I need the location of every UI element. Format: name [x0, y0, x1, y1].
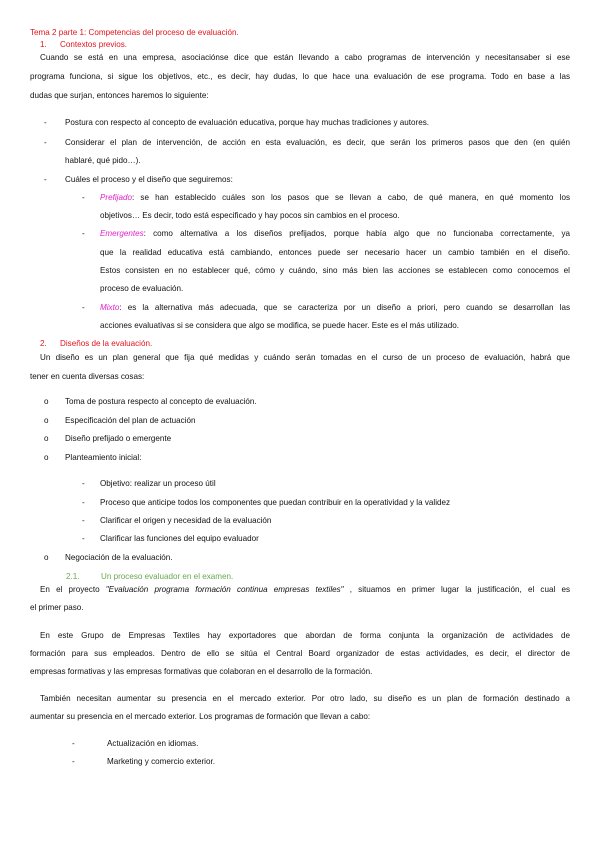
list-item: Postura con respecto al concepto de evaluación educativa, porque hay muchas tradiciones y autores.: [65, 118, 429, 127]
list-item: Clarificar el origen y necesidad de la evaluación: [100, 516, 272, 525]
section-2-intro-line: tener en cuenta diversas cosas:: [30, 372, 145, 381]
section-2-heading: Diseños de la evaluación.: [60, 339, 153, 348]
bullet-circle: o: [44, 434, 49, 443]
design-type-continuation: Estos consisten en no establecer qué, cómo y cuándo, sino más bien las acciones se establecen como conocemos el: [100, 266, 570, 275]
paragraph-line: aumentar su presencia en el mercado exterior. Los programas de formación que llevan a cabo:: [30, 712, 371, 721]
list-item: Planteamiento inicial:: [65, 453, 142, 462]
design-type-continuation: que la realidad educativa está cambiando, entonces puede ser necesario hacer un cambio también en el diseño.: [100, 248, 570, 257]
design-term: Emergentes: [100, 229, 144, 238]
design-term: Mixto: [100, 303, 120, 312]
bullet-circle: o: [44, 397, 49, 406]
document-title: Tema 2 parte 1: Competencias del proceso de evaluación.: [30, 28, 239, 37]
section-2-intro-line: Un diseño es un plan general que fija qué medidas y cuándo serán tomadas en el curso de un proceso de evaluación, habrá que: [40, 353, 570, 362]
list-item: Marketing y comercio exterior.: [107, 757, 215, 766]
list-item: Clarificar las funciones del equipo evaluador: [100, 534, 259, 543]
design-type-item: Prefijado: se han establecido cuáles son los pasos que se llevan a cabo, de qué manera, en qué momento los: [100, 193, 570, 202]
list-item: Actualización en idiomas.: [107, 739, 199, 748]
bullet-dash: -: [82, 498, 85, 507]
paragraph-line: También necesitan aumentar su presencia en el mercado exterior. Por otro lado, su diseño es un plan de formación destinado a: [40, 694, 570, 703]
design-type-continuation: proceso de evaluación.: [100, 284, 184, 293]
design-type-item: Mixto: es la alternativa más adecuada, que se caracteriza por un diseño a priori, pero cuando se desarrollan las: [100, 303, 570, 312]
section-1-intro-line: dudas que surjan, entonces haremos lo siguiente:: [30, 91, 209, 100]
section-1-intro-line: Cuando se está en una empresa, asociaciónse dice que están llevando a cabo programas de intervención y necesitansaber si ese: [40, 53, 570, 62]
list-item: Especificación del plan de actuación: [65, 416, 196, 425]
design-term: Prefijado: [100, 193, 132, 202]
bullet-dash: -: [82, 534, 85, 543]
paragraph-line: En este Grupo de Empresas Textiles hay exportadores que abordan de forma conjunta la organización de actividades de: [40, 631, 570, 640]
bullet-circle: o: [44, 553, 49, 562]
design-type-item: Emergentes: como alternativa a los diseños prefijados, porque había algo que no funcionaba correctamente, ya: [100, 229, 570, 238]
design-type-continuation: objetivos… Es decir, todo está especificado y hay pocos sin cambios en el proceso.: [100, 211, 400, 220]
paragraph-line: En el proyecto "Evaluación programa formación continua empresas textiles" , situamos en primer lugar la justificación, el cual es: [40, 585, 570, 594]
bullet-dash: -: [82, 516, 85, 525]
bullet-dash: -: [82, 229, 85, 238]
section-1-intro-line: programa funciona, si sigue los objetivos, etc., es decir, hay dudas, lo que hace una evaluación de ese programa. Todo en base a las: [30, 72, 570, 81]
paragraph-line: formación para sus empleados. Dentro de ello se sitúa el Central Board organizador de estas actividades, es decir, el director de: [30, 649, 570, 658]
design-type-continuation: acciones evaluativas si se considera que algo se modifica, se puede hacer. Este es el más utilizado.: [100, 321, 460, 330]
bullet-dash: -: [72, 739, 75, 748]
section-2-number: 2.: [40, 339, 47, 348]
paragraph-line: empresas formativas y las empresas formativas que colaboran en el desarrollo de la formación.: [30, 667, 373, 676]
bullet-dash: -: [82, 193, 85, 202]
paragraph-line: el primer paso.: [30, 603, 84, 612]
bullet-dash: -: [82, 479, 85, 488]
section-1-heading: Contextos previos.: [60, 40, 128, 49]
list-item: Diseño prefijado o emergente: [65, 434, 172, 443]
bullet-dash: -: [44, 175, 47, 184]
bullet-circle: o: [44, 453, 49, 462]
section-2-1-heading: Un proceso evaluador en el examen.: [101, 572, 234, 581]
bullet-dash: -: [44, 138, 47, 147]
list-item: Objetivo: realizar un proceso útil: [100, 479, 216, 488]
list-item: Proceso que anticipe todos los componentes que puedan contribuir en la operatividad y la validez: [100, 498, 451, 507]
section-1-number: 1.: [40, 40, 47, 49]
list-item: Toma de postura respecto al concepto de evaluación.: [65, 397, 257, 406]
list-item: Considerar el plan de intervención, de acción en esta evaluación, es decir, que serán los primeros pasos que den (en quién: [65, 138, 570, 147]
bullet-dash: -: [82, 303, 85, 312]
list-item: Negociación de la evaluación.: [65, 553, 173, 562]
list-item: Cuáles el proceso y el diseño que seguiremos:: [65, 175, 233, 184]
bullet-dash: -: [72, 757, 75, 766]
section-2-1-number: 2.1.: [66, 572, 80, 581]
bullet-dash: -: [44, 118, 47, 127]
list-item-continuation: hablaré, qué pido…).: [65, 156, 141, 165]
bullet-circle: o: [44, 416, 49, 425]
